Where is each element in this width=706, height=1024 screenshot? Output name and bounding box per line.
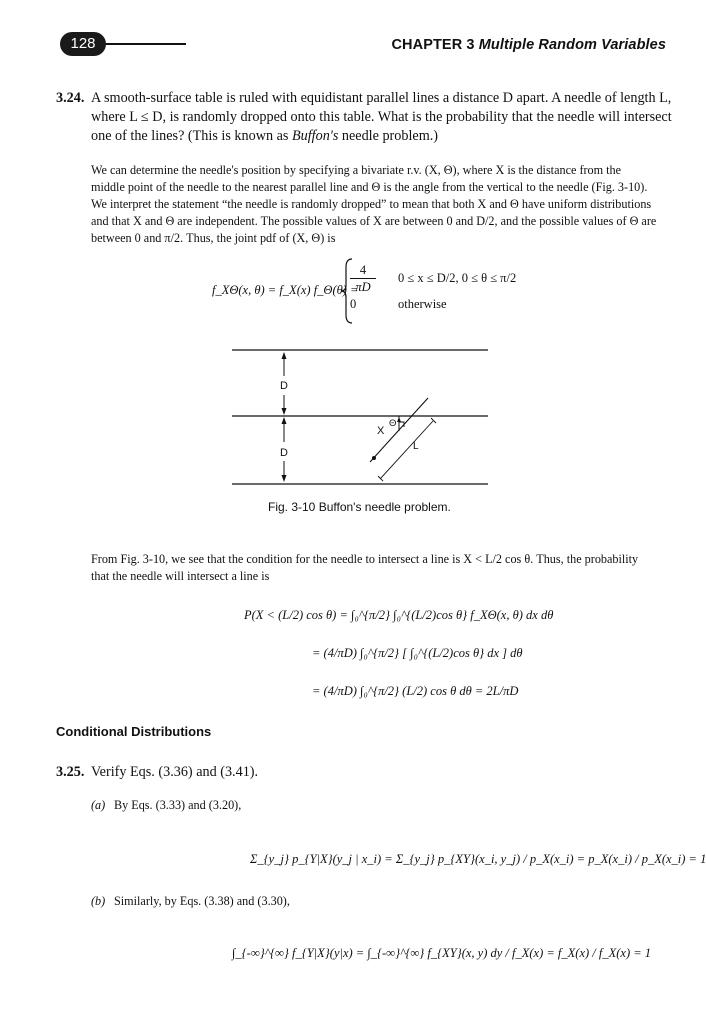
part-b-equation: ∫_{-∞}^{∞} f_{Y|X}(y|x) = ∫_{-∞}^{∞} f_{XY}(x, y) dy / f_X(x) = f_X(x) / f_X(x) = 1: [232, 946, 652, 960]
pdf-lhs: f_XΘ(x, θ) = f_X(x) f_Θ(θ) =: [212, 283, 359, 297]
label-d-top: D: [280, 380, 288, 392]
pdf-denominator: πD: [355, 280, 371, 294]
derivation-intro: [91, 551, 681, 585]
buffon-needle-figure: [230, 345, 490, 490]
pdf-otherwise: otherwise: [398, 297, 447, 311]
section-title: Conditional Distributions: [56, 724, 212, 739]
label-l: L: [413, 441, 419, 452]
solution-paragraph: [91, 162, 681, 247]
derivation-intro-1: From Fig. 3-10, we see that the condition for the needle to intersect a line is X < L/2 cos θ. Thus, the probability: [91, 552, 639, 566]
statement-line-3a: one of the lines? (This is known as: [91, 128, 292, 144]
label-x: X: [377, 425, 385, 437]
statement-line-2: where L ≤ D, is randomly dropped onto this table. What is the probability that the needle will intersect: [91, 109, 672, 125]
part-a-label: (a): [91, 798, 106, 812]
label-d-bottom: D: [280, 447, 288, 459]
problem-3-24-statement: [91, 89, 681, 146]
statement-line-3: [91, 127, 681, 146]
buffon-italic: Buffon's: [291, 128, 339, 144]
pdf-condition: 0 ≤ x ≤ D/2, 0 ≤ θ ≤ π/2: [398, 271, 517, 285]
solution-line-1: We can determine the needle's position by specifying a bivariate r.v. (X, Θ), where X is the distance from the: [91, 163, 622, 177]
statement-line-3c: needle problem.): [338, 128, 439, 144]
equation-probability-1: P(X < (L/2) cos θ) = ∫₀^{π/2} ∫₀^{(L/2)cos θ} f_XΘ(x, θ) dx dθ: [244, 608, 554, 622]
solution-line-4: and that X and Θ are independent. The possible values of X are between 0 and D/2, and the possible values of Θ are: [91, 214, 657, 228]
part-b-text: Similarly, by Eqs. (3.38) and (3.30),: [114, 894, 290, 908]
problem-3-25-statement: Verify Eqs. (3.36) and (3.41).: [91, 764, 259, 780]
solution-line-2: middle point of the needle to the nearest parallel line and Θ is the angle from the vertical to the needle (Fig. 3-10).: [91, 180, 648, 194]
header-rule: [98, 43, 186, 45]
equation-probability-2: = (4/πD) ∫₀^{π/2} [ ∫₀^{(L/2)cos θ} dx ] dθ: [312, 646, 523, 660]
label-theta: Θ: [389, 418, 397, 429]
part-a-equation: Σ_{y_j} p_{Y|X}(y_j | x_i) = Σ_{y_j} p_{XY}(x_i, y_j) / p_X(x_i) = p_X(x_i) / p_X(x_i) = 1: [250, 852, 706, 866]
pdf-zero: 0: [350, 297, 357, 311]
problem-3-25-number: 3.25.: [56, 764, 85, 780]
part-b-label: (b): [91, 894, 106, 908]
chapter-heading: [391, 37, 666, 53]
equation-probability-3: = (4/πD) ∫₀^{π/2} (L/2) cos θ dθ = 2L/πD: [312, 684, 519, 698]
pdf-fraction: [350, 262, 376, 295]
problem-3-24-number: 3.24.: [56, 90, 85, 106]
chapter-label: CHAPTER 3: [391, 37, 475, 53]
chapter-title: Multiple Random Variables: [478, 37, 666, 53]
figure-caption: Fig. 3-10 Buffon's needle problem.: [268, 500, 451, 514]
solution-line-5: between 0 and π/2. Thus, the joint pdf of (X, Θ) is: [91, 231, 336, 245]
part-a-text: By Eqs. (3.33) and (3.20),: [114, 798, 242, 812]
statement-line-1: A smooth-surface table is ruled with equidistant parallel lines a distance D apart. A needle of length L,: [91, 90, 672, 106]
page-number-badge: 128: [60, 32, 106, 56]
solution-line-3: We interpret the statement “the needle is randomly dropped” to mean that both X and Θ have uniform distributions: [91, 197, 652, 211]
pdf-numerator: 4: [350, 262, 376, 279]
derivation-intro-2: that the needle will intersect a line is: [91, 569, 270, 583]
